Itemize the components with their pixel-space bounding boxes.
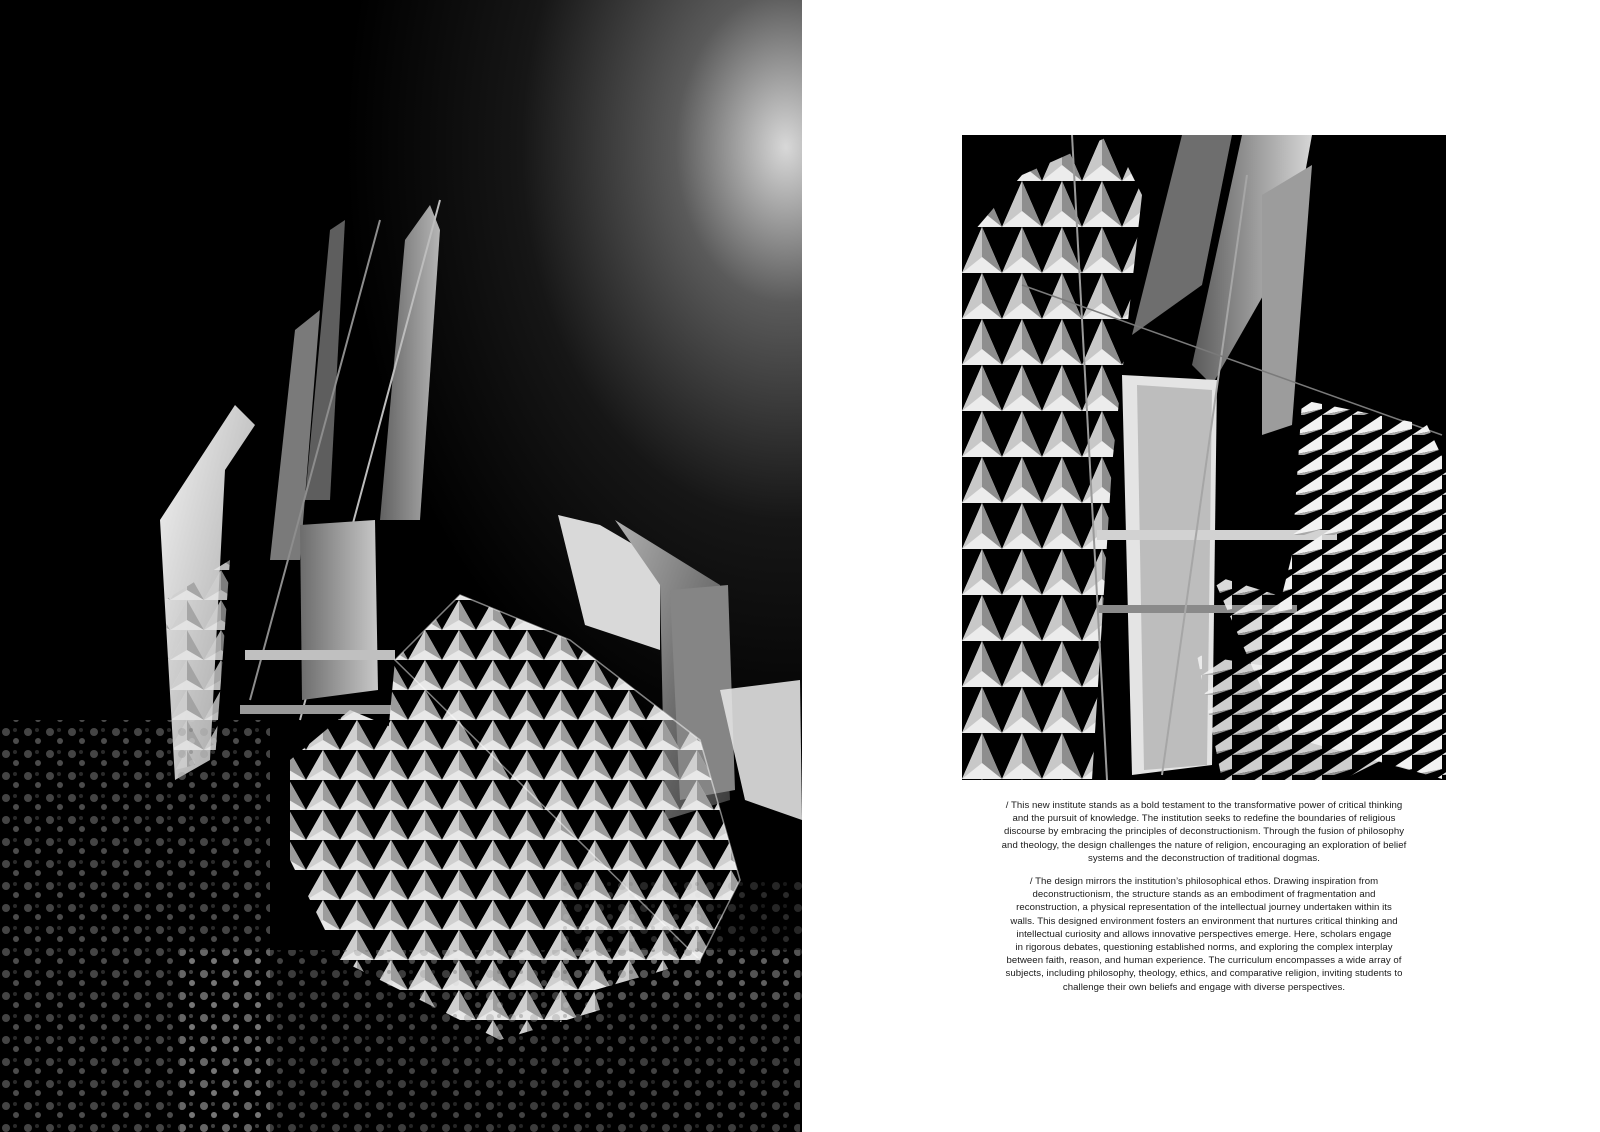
description-paragraph-2: / The design mirrors the institution’s philosophical ethos. Drawing inspiration from deconstructionism, the structure stands as an embodiment of fragmentation and reconstruction, a physical representation of the intellectual journey undertaken within its walls. This designed environment fosters an environment that nurtures critical thinking and intellectual curiosity and allows innovative perspectives emerge. Here, scholars engage in rigorous debates, questioning established norms, and exploring the complex interplay between faith, reason, and human experience. The curriculum encompasses a wide array of subjects, including philosophy, theology, ethics, and comparative religion, inviting students to challenge their own beliefs and engage with diverse perspectives. — [1005, 876, 1403, 993]
description-paragraph-1: / This new institute stands as a bold testament to the transformative power of critical thinking and the pursuit of knowledge. The institution seeks to redefine the boundaries of religious discourse by embracing the principles of deconstructionism. Through the fusion of philosophy and theology, the design challenges the nature of religion, encouraging an exploration of belief systems and the deconstruction of traditional dogmas. — [1001, 800, 1407, 864]
project-description — [957, 799, 1451, 1004]
model-photo-right — [962, 135, 1446, 780]
right-page — [802, 0, 1600, 1132]
